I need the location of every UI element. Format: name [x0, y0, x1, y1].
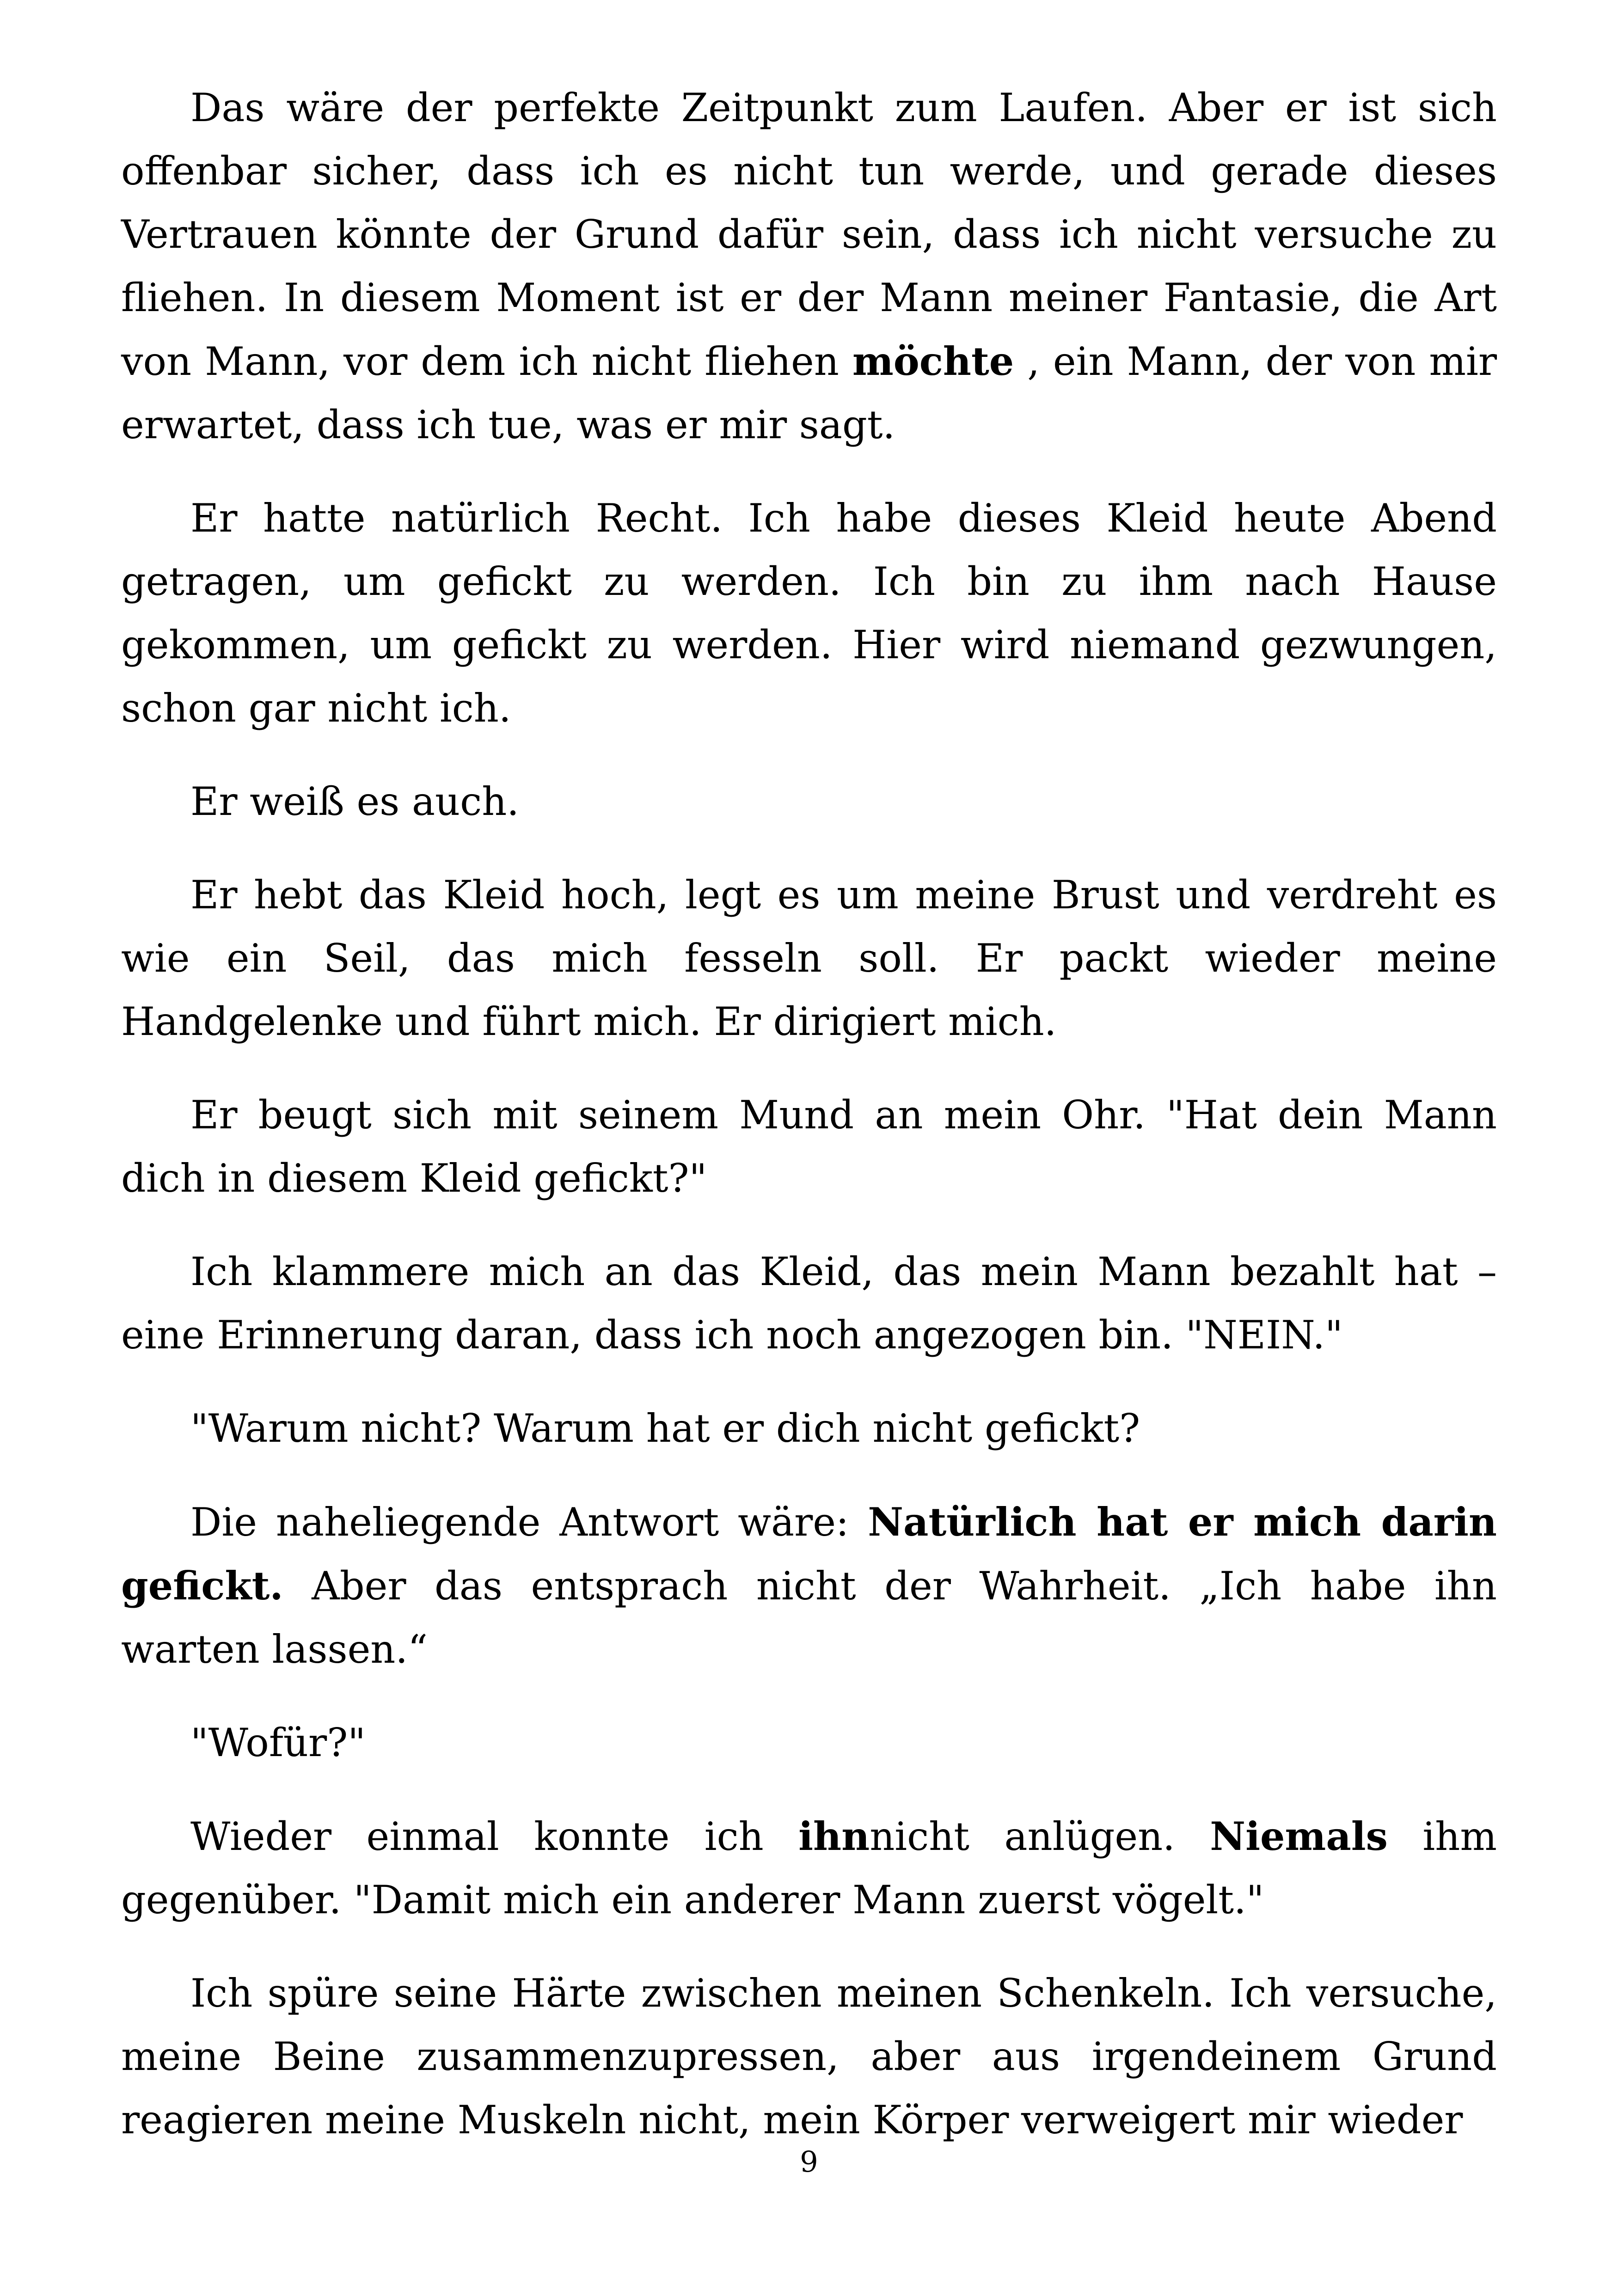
paragraph-8: [121, 1490, 1497, 1681]
page-body: [121, 76, 1497, 2182]
paragraph-text: Er hebt das Kleid hoch, legt es um meine Brust und verdreht es wie ein Seil, das mich fesseln soll. Er packt wieder meine Handgelenke und führt mich. Er dirigiert mich.: [121, 872, 1497, 1044]
paragraph-7: [121, 1397, 1497, 1460]
paragraph-text: Die naheliegende Antwort wäre:: [190, 1500, 868, 1545]
paragraph-3: [121, 770, 1497, 833]
page-number: 9: [800, 2145, 818, 2179]
paragraph-9: [121, 1711, 1497, 1775]
paragraph-text: , ein Mann, der von mir erwartet, dass ich tue, was er mir sagt.: [121, 339, 1497, 447]
paragraph-bold-text: Niemals: [1210, 1813, 1388, 1859]
paragraph-11: [121, 1962, 1497, 2152]
paragraph-text: "Wofür?": [190, 1720, 366, 1765]
paragraph-4: [121, 863, 1497, 1053]
paragraph-text: Ich spüre seine Härte zwischen meinen Schenkeln. Ich versuche, meine Beine zusammenzupressen, aber aus irgendeinem Grund reagieren meine Muskeln nicht, mein Körper verweigert mir wieder: [121, 1971, 1497, 2143]
paragraph-text: Er hatte natürlich Recht. Ich habe dieses Kleid heute Abend getragen, um gefickt zu werden. Ich bin zu ihm nach Hause gekommen, um gefickt zu werden. Hier wird niemand gezwungen, schon gar nicht ich.: [121, 496, 1497, 731]
paragraph-5: [121, 1084, 1497, 1210]
paragraph-text: Ich klammere mich an das Kleid, das mein Mann bezahlt hat – eine Erinnerung daran, dass ich noch angezogen bin. "NEIN.": [121, 1249, 1497, 1358]
paragraph-6: [121, 1240, 1497, 1367]
paragraph-text: Wieder einmal konnte ich: [190, 1814, 799, 1859]
paragraph-text: Er beugt sich mit seinem Mund an mein Ohr. "Hat dein Mann dich in diesem Kleid gefickt?": [121, 1092, 1497, 1201]
paragraph-1: [121, 76, 1497, 457]
paragraph-text: ihm gegenüber. "Damit mich ein anderer Mann zuerst vögelt.": [121, 1814, 1497, 1923]
paragraph-text: Aber das entsprach nicht der Wahrheit. „Ich habe ihn warten lassen.“: [121, 1563, 1497, 1672]
paragraph-2: [121, 487, 1497, 740]
paragraph-bold-text: Natürlich hat er mich darin gefickt.: [121, 1499, 1497, 1609]
paragraph-text: Das wäre der perfekte Zeitpunkt zum Laufen. Aber er ist sich offenbar sicher, dass ich es nicht tun werde, und gerade dieses Vertrauen könnte der Grund dafür sein, dass ich nicht versuche zu fliehen. In diesem Moment ist er der Mann meiner Fantasie, die Art von Mann, vor dem ich nicht fliehen: [121, 85, 1497, 384]
paragraph-10: [121, 1805, 1497, 1932]
paragraph-bold-text: möchte: [852, 338, 1014, 384]
paragraph-bold-text: ihn: [798, 1813, 870, 1859]
paragraph-text: "Warum nicht? Warum hat er dich nicht gefickt?: [190, 1406, 1140, 1451]
paragraph-text: nicht anlügen.: [870, 1814, 1210, 1859]
paragraph-text: Er weiß es auch.: [190, 779, 520, 824]
